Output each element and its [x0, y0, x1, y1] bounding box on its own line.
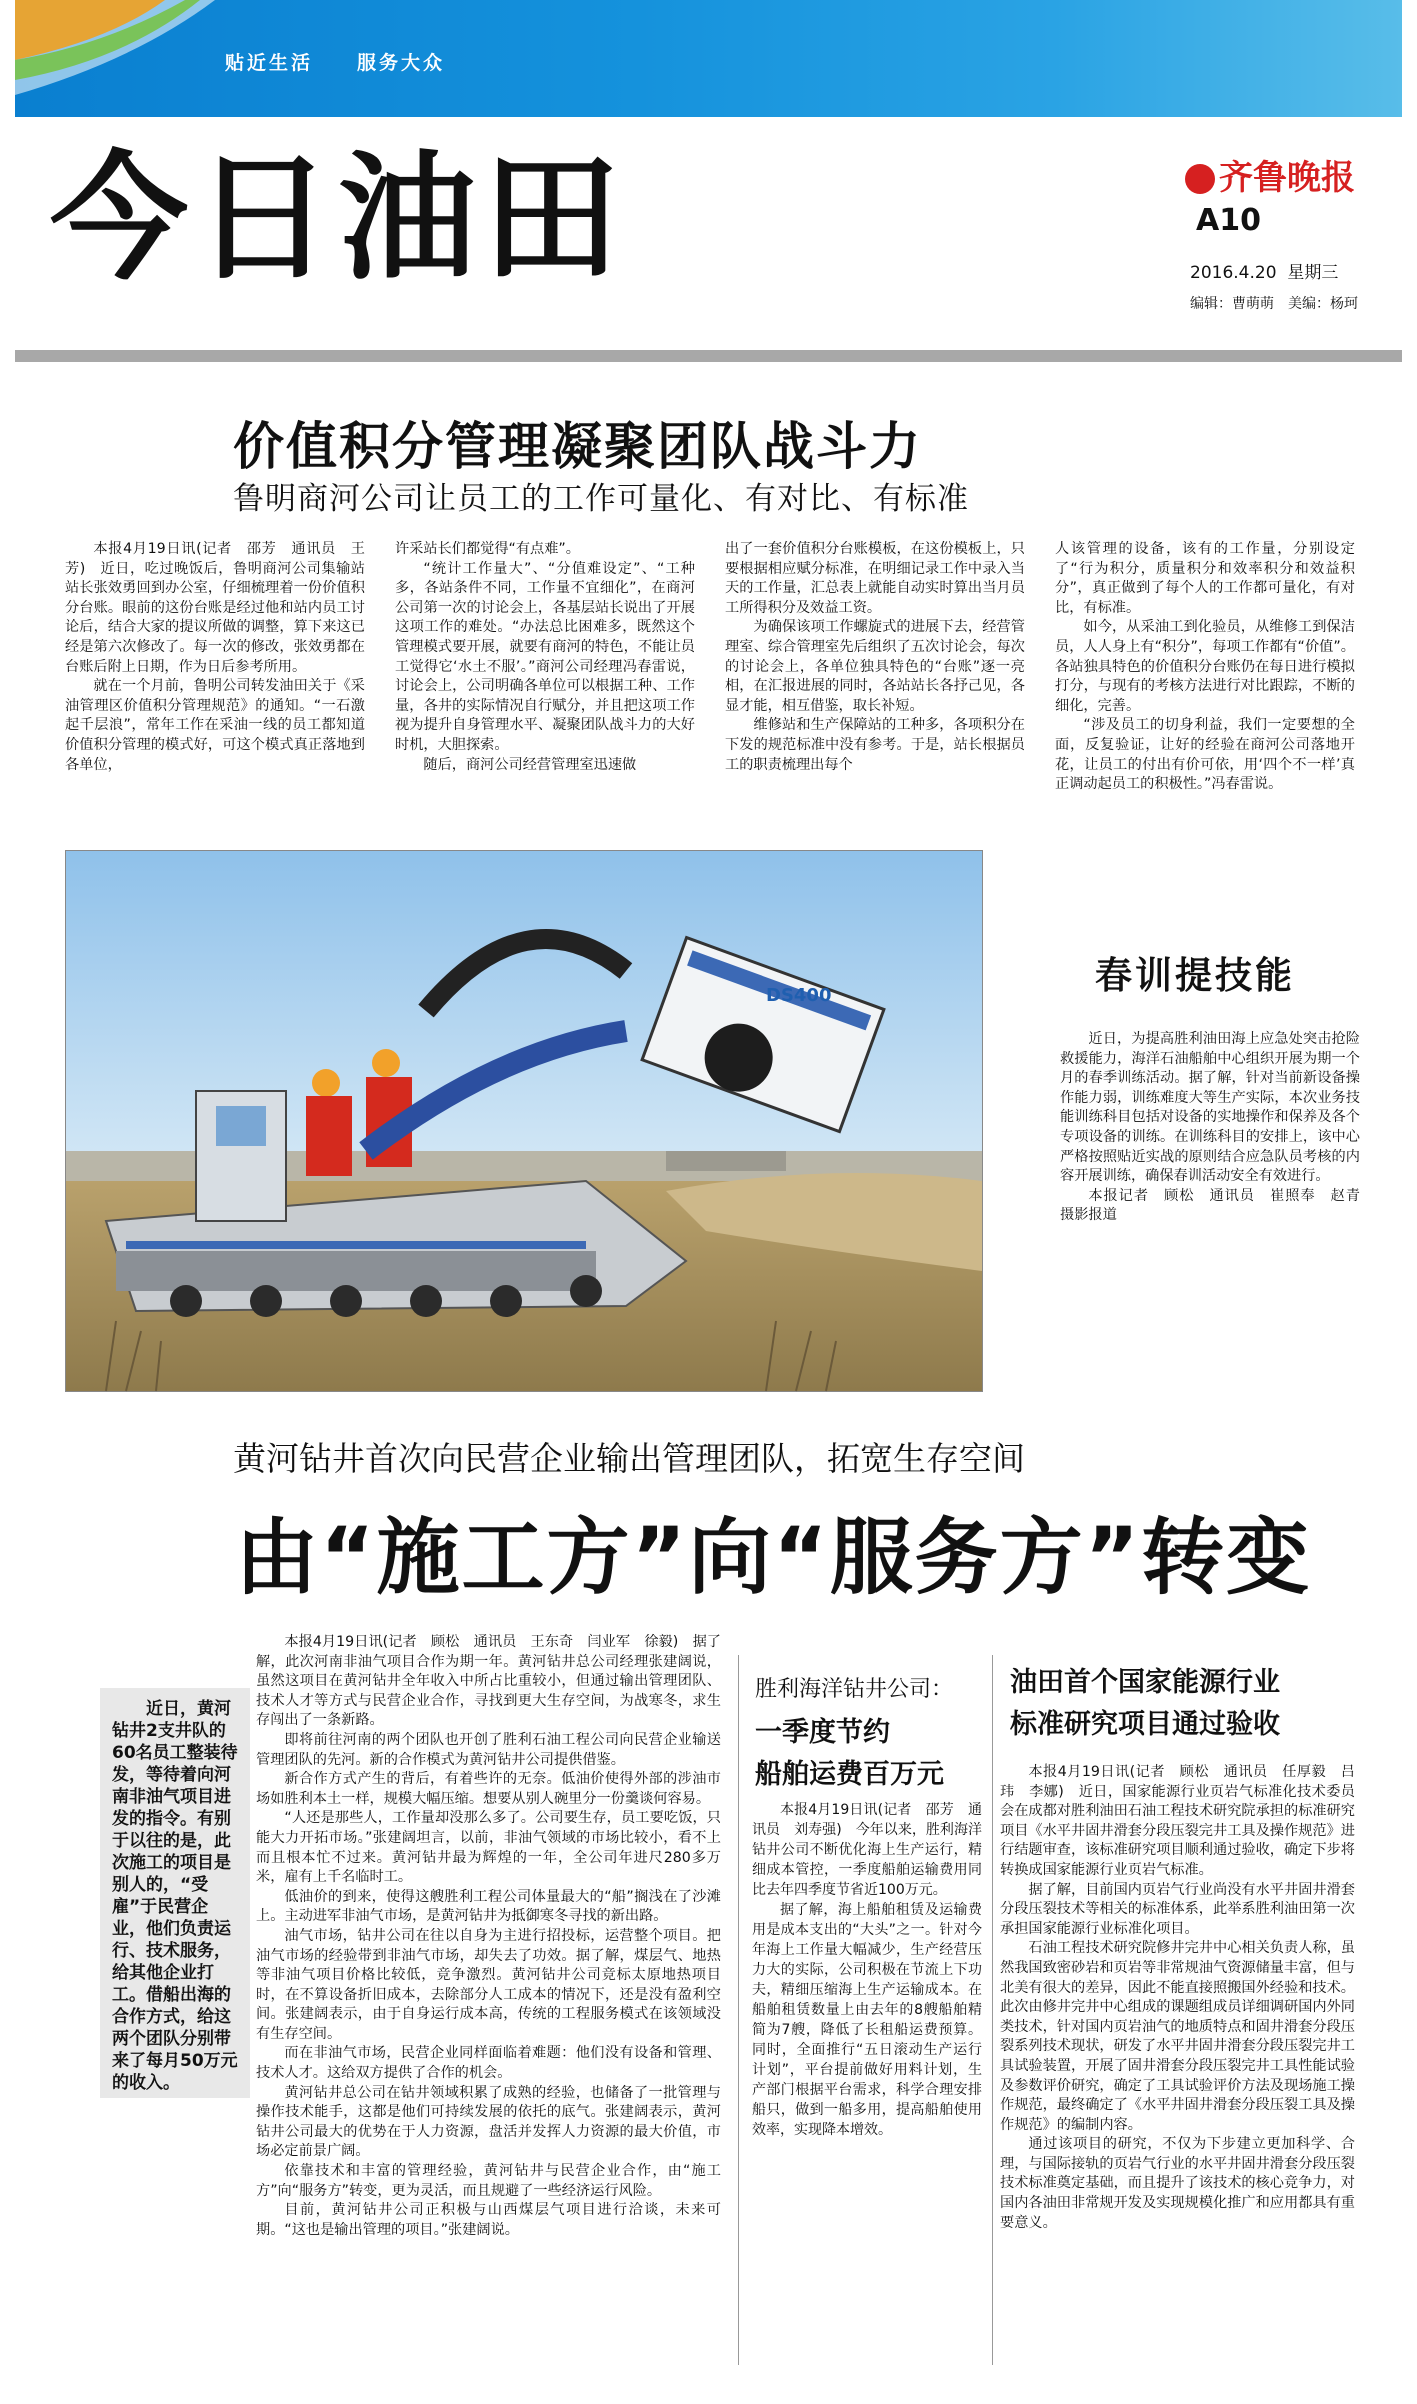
amphibious-vehicle-photo: [65, 850, 983, 1392]
paragraph: 低油价的到来，使得这艘胜利工程公司体量最大的“船”搁浅在了沙滩上。主动进军非油气市场，是黄河钻井为抵御寒冬寻找的新出路。: [256, 1888, 721, 1925]
photo-story-body: [1060, 1030, 1375, 1310]
paragraph: 石油工程技术研究院修井完井中心相关负责人称，虽然我国致密砂岩和页岩等非常规油气资源储量丰富，但与北美有很大的差异，因此不能直接照搬国外经验和技术。此次由修井完井中心组成的课题组成员详细调研国内外同类技术，针对国内页岩油气的地质特点和固井滑套分段压裂系列技术现状，研发了水平井固井滑套分段压裂完井工具试验装置，开展了固井滑套分段压裂完井工具性能试验及参数评价研究，确定了工具试验评价方法及现场施工操作规范，最终确定了《水平井固井滑套分段压裂工具及操作规范》的编制内容。: [1000, 1940, 1355, 2133]
article1-col3: [725, 540, 1025, 830]
paragraph: 如今，从采油工到化验员，从维修工到保洁员，人人身上有“积分”，每项工作都有“价值”。各站独具特色的价值积分台账仍在每日进行模拟打分，与现有的考核方法进行对比跟踪，不断的细化，完善。: [1055, 619, 1355, 714]
paragraph: 油气市场，钻井公司在往以自身为主进行招投标，运营整个项目。把油气市场的经验带到非油气市场，却失去了功效。据了解，煤层气、地热等非油气项目价格比较低，竞争激烈。黄河钻井公司竞标太原地热项目时，在不算设备折旧成本，去除部分人工成本的情况下，还是没有盈利空间。张建阔表示，由于自身运行成本高，传统的工程服务模式在该领域没有生存空间。: [256, 1927, 721, 2042]
logo-emblem-icon: [1185, 164, 1215, 194]
column-divider: [738, 1655, 739, 2365]
article3-title: 由“施工方”向“服务方”转变: [235, 1509, 1312, 1606]
slogan-1: 贴近生活: [225, 52, 314, 74]
column-divider: [992, 1655, 993, 2365]
brief-left-body: [752, 1800, 982, 2280]
banner-slogan: [225, 48, 489, 75]
paragraph: 近日，为提高胜利油田海上应急处突击抢险救援能力，海洋石油船舶中心组织开展为期一个月的春季训练活动。据了解，针对当前新设备操作能力弱，训练难度大等生产实际，本次业务技能训练科目包括对设备的实地操作和保养及各个专项设备的训练。在训练科目的安排上，该中心严格按照贴近实战的原则结合应急队员考核的内容开展训练，确保春训活动安全有效进行。: [1060, 1031, 1360, 1185]
page-number: A10: [1196, 203, 1261, 238]
paragraph: 随后，商河公司经营管理室迅速做: [423, 756, 637, 773]
masthead: 今日油田: [50, 138, 627, 299]
paragraph: 人该管理的设备，该有的工作量，分别设定了“行为积分，质量积分和效率积分和效益积分”，真正做到了每个人的工作都可量化，有对比，有标准。: [1055, 541, 1355, 616]
paragraph: “人还是那些人，工作量却没那么多了。公司要生存，员工要吃饭，只能大力开拓市场。”张建阔坦言，以前，非油气领域的市场比较小，看不上而且根本忙不过来。黄河钻井最为辉煌的一年，全公司年进尺280多万米，雇有上千名临时工。: [256, 1810, 721, 1886]
editors-credit: 编辑：曹萌萌 美编：杨珂: [1190, 296, 1358, 312]
paragraph: “统计工作量大”、“分值难设定”、“工种多，各站条件不同，工作量不宜细化”，在商河公司第一次的讨论会上，各基层站长说出了开展这项工作的难处。“办法总比困难多，既然这个管理模式要开展，就要有商河的特色，不能让员工觉得它‘水土不服’。”商河公司经理冯春雷说，讨论会上，公司明确各单位可以根据工种、工作量，各井的实际情况自行赋分，并且把这项工作视为提升自身管理水平、凝聚团队战斗力的大好时机，大胆探索。: [395, 560, 695, 753]
brief-right-title-line2: 标准研究项目通过验收: [1010, 1709, 1280, 1740]
paragraph: 通过该项目的研究，不仅为下步建立更加科学、合理，与国际接轨的页岩气行业的水平井固井滑套分段压裂技术标准奠定基础，而且提升了该技术的核心竞争力，对国内各油田非常规开发及实现规模化推广和应用都具有重要意义。: [1000, 2136, 1355, 2231]
paragraph: 依靠技术和丰富的管理经验，黄河钻井与民营企业合作，由“施工方”向“服务方”转变，更为灵活，而且规避了一些经济运行风险。: [256, 2163, 721, 2199]
paragraph: 新合作方式产生的背后，有着些许的无奈。低油价使得外部的涉油市场如胜利本土一样，规模大幅压缩。想要从别人碗里分一份羹谈何容易。: [256, 1771, 721, 1807]
brief-right-title-line1: 油田首个国家能源行业: [1010, 1667, 1280, 1698]
photo-illustration: [66, 851, 982, 1391]
paragraph: 维修站和生产保障站的工种多，各项积分在下发的规范标准中没有参考。于是，站长根据员工的职责梳理出每个: [725, 717, 1025, 773]
article1-col2: [395, 540, 695, 830]
brief-right-body: [1000, 1763, 1355, 2373]
slogan-2: 服务大众: [357, 52, 446, 74]
wave-decoration-icon: [15, 0, 1402, 117]
photo-story-title: 春训提技能: [1095, 954, 1295, 997]
lead-box: [100, 1688, 250, 2098]
paper-logo: 齐鲁晚报: [1185, 150, 1355, 199]
paragraph: 本报4月19日讯(记者 顾松 通讯员 王东奇 闫业军 徐毅) 据了解，此次河南非油气项目合作为期一年。黄河钻井总公司经理张建阔说，虽然这项目在黄河钻井全年收入中所占比重较小，但通过输出管理团队、技术人才等方式与民营企业合作，寻找到更大生存空间，为战寒冬，求生存闯出了一条新路。: [256, 1634, 721, 1729]
lead-box-text: 近日，黄河钻井2支井队的60名员工整装待发，等待着向河南非油气项目进发的指令。有别于以往的是，此次施工的项目是别人的，“受雇”于民营企业，他们负责运行、技术服务，给其他企业打工。借船出海的合作方式，给这两个团队分别带来了每月50万元的收入。: [112, 1699, 238, 2093]
paragraph: 即将前往河南的两个团队也开创了胜利石油工程公司向民营企业输送管理团队的先河。新的合作模式为黄河钻井公司提供借鉴。: [256, 1731, 721, 1768]
top-banner: [15, 0, 1402, 117]
paragraph: 本报4月19日讯(记者 邵芳 通讯员 王芳) 近日，吃过晚饭后，鲁明商河公司集输站站长张效勇回到办公室，仔细梳理着一份价值积分台账。眼前的这份台账是经过他和站内员工讨论后，结合大家的提议所做的调整，算下来这已经是第六次修改了。每一次的修改，张效勇都在台账后附上日期，作为日后参考所用。: [65, 541, 365, 675]
article1-subtitle: 鲁明商河公司让员工的工作可量化、有对比、有标准: [233, 481, 969, 517]
paragraph: 出了一套价值积分台账模板，在这份模板上，只要根据相应赋分标准，在明细记录工作中录入当天的工作量，汇总表上就能自动实时算出当月员工所得积分及效益工资。: [725, 541, 1025, 616]
paragraph: 据了解，目前国内页岩气行业尚没有水平井固井滑套分段压裂技术等相关的标准体系，此举系胜利油田第一次承担国家能源行业标准化项目。: [1000, 1881, 1355, 1937]
article3-subtitle: 黄河钻井首次向民营企业输出管理团队，拓宽生存空间: [233, 1439, 1025, 1478]
article1-col4: [1055, 540, 1355, 830]
paragraph: 据了解，海上船舶租赁及运输费用是成本支出的“大头”之一。针对今年海上工作量大幅减少，生产经营压力大的实际，公司积极在节流上下功夫，精细压缩海上生产运输成本。在船舶租赁数量上由去年的8艘船舶精简为7艘，降低了长租船运费预算。同时，全面推行“五日滚动生产运行计划”，平台提前做好用料计划，生产部门根据平台需求，科学合理安排船只，做到一船多用，提高船舶使用效率，实现降本增效。: [752, 1902, 982, 2138]
paragraph: 许采站长们都觉得“有点难”。: [395, 541, 580, 557]
paragraph: 目前，黄河钻井公司正积极与山西煤层气项目进行洽谈，未来可期。“这也是输出管理的项目。”张建阔说。: [256, 2202, 721, 2238]
paragraph: 就在一个月前，鲁明公司转发油田关于《采油管理区价值积分管理规范》的通知。“一石激起千层浪”，常年工作在采油一线的员工都知道价值积分管理的模式好，可这个模式真正落地到各单位，: [65, 678, 365, 773]
issue-date: 2016.4.20 星期三: [1190, 263, 1339, 283]
paragraph: 黄河钻井总公司在钻井领域积累了成熟的经验，也储备了一批管理与操作技术能手，这都是他们可持续发展的依托的底气。张建阔表示，黄河钻井公司最大的优势在于人力资源，盘活并发挥人力资源的最大价值，市场必定前景广阔。: [256, 2084, 721, 2160]
paragraph: 本报4月19日讯(记者 邵芳 通讯员 刘寿强) 今年以来，胜利海洋钻井公司不断优化海上生产运行，精细成本管控，一季度船舶运输费用同比去年四季度节省近100万元。: [752, 1802, 982, 1898]
paragraph: “涉及员工的切身利益，我们一定要想的全面，反复验证，让好的经验在商河公司落地开花，让员工的付出有价可依，用‘四个不一样’真正调动起员工的积极性。”冯春雷说。: [1055, 717, 1355, 793]
paragraph: 为确保该项工作螺旋式的进展下去，经营管理室、综合管理室先后组织了五次讨论会，每次的讨论会上，各单位独具特色的“台账”逐一亮相，在汇报进展的同时，各站站长各抒己见，各显才能，相互借鉴，取长补短。: [725, 619, 1025, 714]
article3-body: [256, 1633, 721, 2373]
brief-left-kicker: 胜利海洋钻井公司：: [755, 1677, 954, 1702]
header-rule: [15, 350, 1402, 362]
paragraph: 而在非油气市场，民营企业同样面临着难题：他们没有设备和管理、技术人才。这给双方提供了合作的机会。: [256, 2045, 721, 2082]
vehicle-label: DS400: [766, 985, 832, 1006]
brief-left-title-line1: 一季度节约: [755, 1717, 890, 1748]
paragraph: 本报4月19日讯(记者 顾松 通讯员 任厚毅 吕玮 李娜) 近日，国家能源行业页岩气标准化技术委员会在成都对胜利油田石油工程技术研究院承担的标准研究项目《水平井固井滑套分段压裂完井工具及操作规范》进行结题审查，该标准研究项目顺利通过验收，确定下步将转换成国家能源行业页岩气标准。: [1000, 1764, 1355, 1878]
article1-col1: [65, 540, 365, 830]
article1-title: 价值积分管理凝聚团队战斗力: [233, 418, 923, 477]
brief-left-title-line2: 船舶运费百万元: [755, 1759, 944, 1790]
photo-byline: 本报记者 顾松 通讯员 崔照奉 赵青 摄影报道: [1060, 1187, 1375, 1224]
